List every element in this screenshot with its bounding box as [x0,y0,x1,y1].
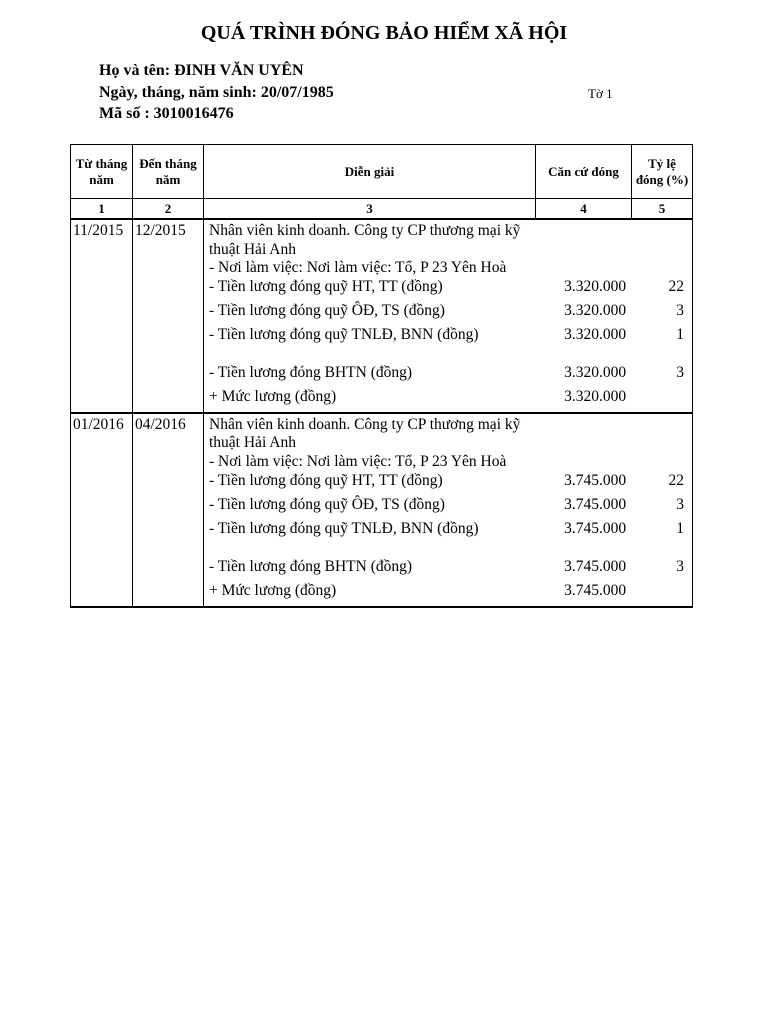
line-base: 3.745.000 [564,471,627,489]
column-number: 2 [133,199,204,220]
header-contribution-rate: Tỷ lệ đóng (%) [632,145,693,199]
line-rate: 1 [676,325,685,343]
from-month: 11/2015 [73,222,124,239]
line-base: 3.320.000 [564,325,627,343]
header-to-month: Đến tháng năm [133,145,204,199]
period-details [204,413,693,607]
line-label: - Tiền lương đóng quỹ ÔĐ, TS (đồng) [209,301,445,319]
line-base: 3.320.000 [564,301,627,319]
line-rate: 1 [676,519,685,537]
line-rate [631,388,692,408]
list-item [204,302,692,322]
list-item [204,326,692,364]
line-rate [631,582,692,602]
header-contribution-base: Căn cứ đóng [536,145,632,199]
line-label: - Tiền lương đóng quỹ HT, TT (đồng) [209,277,443,295]
from-month: 01/2016 [73,415,124,433]
column-number: 1 [71,199,133,220]
line-rate: 3 [676,301,685,319]
table-row [71,219,693,413]
list-item [204,520,692,558]
line-label: - Tiền lương đóng quỹ ÔĐ, TS (đồng) [209,495,445,513]
workplace: - Nơi làm việc: Nơi làm việc: Tổ, P 23 Yên Hoà [209,259,507,277]
line-rate: 3 [676,363,685,381]
sheet-number: Tờ 1 [588,86,613,101]
line-rate: 3 [676,557,685,575]
list-item [204,364,692,384]
workplace: - Nơi làm việc: Nơi làm việc: Tổ, P 23 Yên Hoà [209,452,507,470]
list-item [204,582,692,602]
column-number: 4 [536,199,632,220]
list-item [204,558,692,578]
to-month: 04/2016 [135,415,186,433]
line-label: - Tiền lương đóng BHTN (đồng) [209,363,413,381]
line-base: 3.320.000 [564,387,627,405]
header-description: Diễn giải [204,145,536,199]
table-row [71,413,693,607]
to-month: 12/2015 [135,222,186,239]
contribution-table [70,144,693,608]
line-label: + Mức lương (đồng) [209,581,337,599]
line-base: 3.320.000 [564,363,627,381]
dob-line: Ngày, tháng, năm sinh: 20/07/1985 [99,84,334,101]
column-number: 3 [204,199,536,220]
line-label: - Tiền lương đóng quỹ HT, TT (đồng) [209,471,443,489]
line-rate: 22 [668,471,685,489]
line-label: - Tiền lương đóng quỹ TNLĐ, BNN (đồng) [209,325,479,343]
list-item [204,278,692,298]
from-month-cell [71,413,133,607]
id-line: Mã số : 3010016476 [99,105,234,122]
period-details [204,219,693,413]
job-position: Nhân viên kinh doanh. Công ty CP thương mại kỹ thuật Hải Anh [209,415,521,452]
from-month-cell [71,219,133,413]
list-item [204,496,692,516]
list-item [204,472,692,492]
to-month-cell [133,219,204,413]
page-title: QUÁ TRÌNH ĐÓNG BẢO HIỂM XÃ HỘI [200,22,568,44]
to-month-cell [133,413,204,607]
line-label: - Tiền lương đóng BHTN (đồng) [209,557,413,575]
line-base: 3.745.000 [564,495,627,513]
header-from-month: Từ tháng năm [71,145,133,199]
line-base: 3.745.000 [564,557,627,575]
line-rate: 22 [668,277,685,295]
job-position: Nhân viên kinh doanh. Công ty CP thương mại kỹ thuật Hải Anh [209,222,521,258]
column-number: 5 [632,199,693,220]
list-item [204,388,692,408]
line-base: 3.745.000 [564,519,627,537]
name-line: Họ và tên: ĐINH VĂN UYÊN [99,62,304,79]
line-base: 3.745.000 [564,581,627,599]
line-label: - Tiền lương đóng quỹ TNLĐ, BNN (đồng) [209,519,479,537]
line-label: + Mức lương (đồng) [209,387,337,405]
line-base: 3.320.000 [564,277,627,295]
line-rate: 3 [676,495,685,513]
